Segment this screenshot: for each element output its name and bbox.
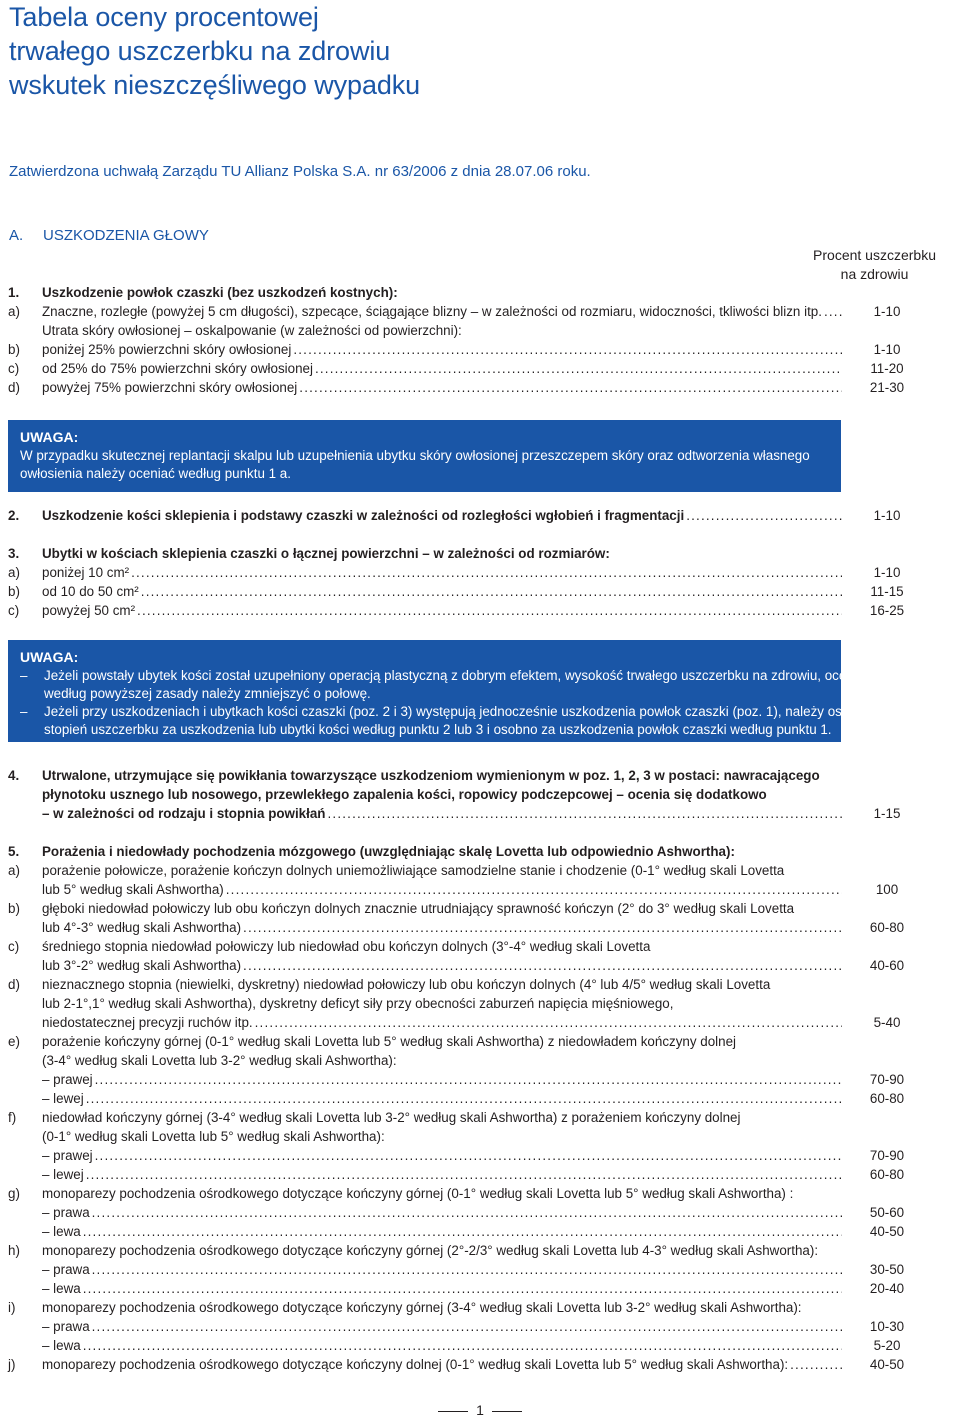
section-heading: [9, 227, 209, 244]
leader-dots: [92, 1203, 842, 1222]
row-label: 2.: [8, 508, 20, 523]
row-label: a): [8, 565, 20, 580]
row-label: g): [8, 1186, 20, 1201]
row-percent-value: 20-40: [869, 1281, 905, 1296]
table-row: [8, 1108, 922, 1127]
row-description: [42, 1127, 842, 1146]
note-line: – Jeżeli przy uszkodzeniach i ubytkach kości czaszki (poz. 2 i 3) występują jednocześnie uszkodzenia powłok czaszki (poz. 1), należy osobno oceniać: [20, 704, 922, 719]
note-box: [8, 420, 841, 492]
leader-dots: [226, 880, 842, 899]
leader-dots: [824, 302, 842, 321]
row-description: [42, 1032, 842, 1051]
row-percent-value: 5-20: [873, 1338, 901, 1353]
table-row: [8, 359, 922, 378]
table-row: [8, 283, 922, 302]
leader-dots: [141, 582, 842, 601]
row-description: [42, 1260, 842, 1279]
row-description: [42, 1108, 842, 1127]
row-description: [42, 918, 842, 937]
row-text: – lewa: [42, 1338, 81, 1353]
table-row: [8, 1089, 922, 1108]
table-row: [8, 582, 922, 601]
leader-dots: [137, 601, 842, 620]
row-label: d): [8, 977, 20, 992]
table-row: [8, 785, 922, 804]
note-line: owłosienia należy oceniać według punktu 1 a.: [20, 466, 291, 481]
row-percent-value: 40-50: [869, 1224, 905, 1239]
row-text: (3-4° według skali Lovetta lub 3-2° według skali Ashwortha):: [42, 1053, 397, 1068]
row-text: – lewa: [42, 1281, 81, 1296]
row-description: [42, 340, 842, 359]
row-description: [42, 1355, 842, 1374]
row-label: j): [8, 1357, 16, 1372]
row-description: [42, 766, 842, 785]
leader-dots: [315, 359, 842, 378]
row-text: Uszkodzenie kości sklepienia i podstawy czaszki w zależności od rozległości wgłobień i fragmentacji: [42, 508, 685, 523]
leader-dots: [686, 506, 842, 525]
table-row: [8, 1241, 922, 1260]
table-row: [8, 302, 922, 321]
row-description: [42, 1051, 842, 1070]
row-description: [42, 994, 842, 1013]
page-footer: [0, 1402, 960, 1418]
column-header-line: na zdrowiu: [840, 266, 909, 282]
row-description: [42, 899, 842, 918]
note-title: UWAGA:: [20, 429, 79, 445]
table-row: [8, 1070, 922, 1089]
table-row: [8, 1146, 922, 1165]
leader-dots: [327, 804, 842, 823]
row-label: b): [8, 901, 20, 916]
page-number: 1: [476, 1402, 484, 1418]
table-row: [8, 340, 922, 359]
note-line: według powyższej zasady należy zmniejszyć o połowę.: [44, 686, 371, 701]
row-description: [42, 842, 842, 861]
row-percent-value: 5-40: [873, 1015, 901, 1030]
footer-rule: [438, 1411, 468, 1412]
leader-dots: [92, 1317, 842, 1336]
row-description: [42, 1165, 842, 1184]
row-label: i): [8, 1300, 16, 1315]
title-line: trwałego uszczerbku na zdrowiu: [9, 36, 391, 66]
note-box: [8, 640, 922, 742]
leader-dots: [131, 563, 842, 582]
row-description: [42, 937, 842, 956]
table-row: [8, 842, 922, 861]
row-percent-value: 100: [875, 882, 899, 897]
table-row: [8, 601, 922, 620]
row-percent-value: 1-10: [873, 565, 901, 580]
table-row: [8, 321, 922, 340]
table-row: [8, 861, 922, 880]
row-percent-value: 11-15: [870, 584, 904, 599]
row-description: [42, 1279, 842, 1298]
row-text: powyżej 75% powierzchni skóry owłosionej: [42, 380, 298, 395]
table-row: [8, 975, 922, 994]
table-row: [8, 1298, 922, 1317]
row-text: powyżej 50 cm²: [42, 603, 136, 618]
table-row: [8, 1127, 922, 1146]
table-row: [8, 994, 922, 1013]
row-description: [42, 1298, 842, 1317]
row-text: niedowład kończyny górnej (3-4° według skali Lovetta lub 3-2° według skali Ashwortha) z porażeniem kończyny dolnej: [42, 1110, 741, 1125]
row-percent-value: 1-10: [873, 508, 901, 523]
table-row: [8, 880, 922, 899]
table-row: [8, 918, 922, 937]
section-letter: A.: [9, 227, 24, 244]
column-header-line: Procent uszczerbku: [813, 247, 936, 263]
row-text: – prawa: [42, 1262, 90, 1277]
row-text: porażenie połowicze, porażenie kończyn dolnych uniemożliwiające samodzielne stanie i chodzenie (0-1° według skali Lovetta: [42, 863, 785, 878]
leader-dots: [83, 1279, 842, 1298]
row-label: 4.: [8, 768, 20, 783]
table-row: [8, 1279, 922, 1298]
row-text: Utrwalone, utrzymujące się powikłania towarzyszące uszkodzeniom wymienionym w poz. 1, 2, 3 w postaci: nawracającego: [42, 768, 820, 783]
leader-dots: [95, 1146, 842, 1165]
row-description: [42, 785, 842, 804]
row-text: lub 5° według skali Ashwortha): [42, 882, 224, 897]
row-percent-value: 1-15: [873, 806, 901, 821]
row-label: a): [8, 863, 20, 878]
row-text: Uszkodzenie powłok czaszki (bez uszkodzeń kostnych):: [42, 285, 398, 300]
row-text: płynotoku usznego lub nosowego, przewlekłego zapalenia kości, ropowicy podczepcowej – ocenia się dodatkowo: [42, 787, 767, 802]
row-text: – w zależności od rodzaju i stopnia powikłań: [42, 806, 326, 821]
row-percent-value: 10-30: [869, 1319, 905, 1334]
row-percent-value: 40-50: [869, 1357, 905, 1372]
row-description: [42, 378, 842, 397]
row-description: [42, 956, 842, 975]
row-label: c): [8, 603, 20, 618]
row-description: [42, 1241, 842, 1260]
row-text: – lewej: [42, 1167, 84, 1182]
row-text: głęboki niedowład połowiczy lub obu kończyn dolnych znacznie utrudniający sprawność kończyn (2° do 3° według skali Lovetta: [42, 901, 795, 916]
leader-dots: [243, 918, 842, 937]
note-title: UWAGA:: [20, 649, 79, 665]
row-description: [42, 321, 842, 340]
row-percent-value: 50-60: [869, 1205, 905, 1220]
title-line: wskutek nieszczęśliwego wypadku: [9, 70, 421, 100]
row-text: – prawej: [42, 1148, 93, 1163]
leader-dots: [255, 1013, 842, 1032]
row-text: Ubytki w kościach sklepienia czaszki o łącznej powierzchni – w zależności od rozmiarów:: [42, 546, 610, 561]
row-text: monoparezy pochodzenia ośrodkowego dotyczące kończyny górnej (2°-2/3° według skali Lovetta lub 4-3° według skali Ashwortha):: [42, 1243, 819, 1258]
row-description: [42, 1222, 842, 1241]
row-description: [42, 861, 842, 880]
row-description: [42, 302, 842, 321]
row-text: – prawej: [42, 1072, 93, 1087]
row-percent-value: 60-80: [869, 1091, 905, 1106]
leader-dots: [243, 956, 842, 975]
table-row: [8, 1032, 922, 1051]
row-label: b): [8, 342, 20, 357]
row-label: e): [8, 1034, 20, 1049]
leader-dots: [299, 378, 842, 397]
table-row: [8, 1317, 922, 1336]
row-label: f): [8, 1110, 17, 1125]
note-line: stopień uszczerbku za uszkodzenia lub ubytki kości według punktu 2 lub 3 i osobno za uszkodzenia powłok czaszki według punktu 1.: [44, 722, 832, 737]
row-text: lub 4°-3° według skali Ashwortha): [42, 920, 242, 935]
row-description: [42, 506, 842, 525]
title-line: Tabela oceny procentowej: [9, 2, 319, 32]
row-text: Znaczne, rozległe (powyżej 5 cm długości), szpecące, ściągające blizny – w zależności od rozmiaru, widoczności, tkliwości blizn itp.: [42, 304, 822, 319]
row-text: (0-1° według skali Lovetta lub 5° według skali Ashwortha):: [42, 1129, 385, 1144]
table-row: [8, 1165, 922, 1184]
row-label: h): [8, 1243, 20, 1258]
row-description: [42, 975, 842, 994]
table-row: [8, 1336, 922, 1355]
row-description: [42, 582, 842, 601]
row-percent-value: 60-80: [869, 920, 905, 935]
row-text: niedostatecznej precyzji ruchów itp.: [42, 1015, 253, 1030]
row-description: [42, 880, 842, 899]
row-description: [42, 563, 842, 582]
row-text: poniżej 25% powierzchni skóry owłosionej: [42, 342, 292, 357]
table-row: [8, 766, 922, 785]
row-text: – lewa: [42, 1224, 81, 1239]
leader-dots: [83, 1336, 842, 1355]
table-row: [8, 956, 922, 975]
row-label: b): [8, 584, 20, 599]
leader-dots: [293, 340, 842, 359]
row-percent-value: 11-20: [870, 361, 904, 376]
row-label: 1.: [8, 285, 20, 300]
table-row: [8, 937, 922, 956]
table-row: [8, 1184, 922, 1203]
row-text: monoparezy pochodzenia ośrodkowego dotyczące kończyny dolnej (0-1° według skali Lovetta lub 5° według skali Ashwortha):: [42, 1357, 789, 1372]
row-text: – lewej: [42, 1091, 84, 1106]
row-percent-value: 16-25: [869, 603, 905, 618]
row-text: monoparezy pochodzenia ośrodkowego dotyczące kończyny górnej (3-4° według skali Lovetta lub 3-2° według skali Ashwortha):: [42, 1300, 802, 1315]
row-description: [42, 1070, 842, 1089]
leader-dots: [92, 1260, 842, 1279]
table-row: [8, 1260, 922, 1279]
row-description: [42, 1013, 842, 1032]
row-label: 3.: [8, 546, 20, 561]
row-percent-value: 60-80: [869, 1167, 905, 1182]
row-text: nieznacznego stopnia (niewielki, dyskretny) niedowład połowiczy lub obu kończyn dolnych (4° lub 4/5° według skali Lovetta: [42, 977, 771, 992]
table-row: [8, 1051, 922, 1070]
row-text: poniżej 10 cm²: [42, 565, 130, 580]
table-row: [8, 506, 922, 525]
row-description: [42, 283, 842, 302]
row-text: od 25% do 75% powierzchni skóry owłosionej: [42, 361, 313, 376]
row-text: porażenie kończyny górnej (0-1° według skali Lovetta lub 5° według skali Ashwortha) z niedowładem kończyny dolnej: [42, 1034, 737, 1049]
row-description: [42, 804, 842, 823]
row-description: [42, 1146, 842, 1165]
row-percent-value: 70-90: [869, 1148, 905, 1163]
column-header: [813, 246, 936, 284]
row-percent-value: 21-30: [869, 380, 905, 395]
leader-dots: [83, 1222, 842, 1241]
table-row: [8, 563, 922, 582]
row-percent-value: 40-60: [869, 958, 905, 973]
dash-marker: –: [20, 668, 28, 683]
row-text: Porażenia i niedowłady pochodzenia mózgowego (uwzględniając skalę Lovetta lub odpowiednio Ashwortha):: [42, 844, 735, 859]
dash-marker: –: [20, 704, 28, 719]
row-label: 5.: [8, 844, 20, 859]
approval-note: Zatwierdzona uchwałą Zarządu TU Allianz Polska S.A. nr 63/2006 z dnia 28.07.06 roku.: [9, 163, 591, 180]
row-text: lub 2-1°,1° według skali Ashwortha), dyskretny deficyt siły przy obecności zaburzeń napięcia mięśniowego,: [42, 996, 674, 1011]
row-text: – prawa: [42, 1205, 90, 1220]
row-label: d): [8, 380, 20, 395]
table-row: [8, 544, 922, 563]
leader-dots: [86, 1165, 842, 1184]
row-description: [42, 1317, 842, 1336]
row-percent-value: 1-10: [873, 342, 901, 357]
table-row: [8, 1222, 922, 1241]
row-description: [42, 1184, 842, 1203]
row-text: lub 3°-2° według skali Ashwortha): [42, 958, 242, 973]
row-description: [42, 601, 842, 620]
row-description: [42, 359, 842, 378]
note-line: – Jeżeli powstały ubytek kości został uzupełniony operacją plastyczną z dobrym efektem, wysokość trwałego uszczerbku na zdrowiu, ocenioną: [20, 668, 880, 683]
row-description: [42, 1203, 842, 1222]
row-percent-value: 30-50: [869, 1262, 905, 1277]
row-percent-value: 1-10: [873, 304, 901, 319]
note-line: W przypadku skutecznej replantacji skalpu lub uzupełnienia ubytku skóry owłosionej przeszczepem skóry oraz odtworzenia własnego: [20, 448, 810, 463]
row-text: Utrata skóry owłosionej – oskalpowanie (w zależności od powierzchni):: [42, 323, 462, 338]
row-text: – prawa: [42, 1319, 90, 1334]
row-text: od 10 do 50 cm²: [42, 584, 139, 599]
leader-dots: [790, 1355, 842, 1374]
row-percent-value: 70-90: [869, 1072, 905, 1087]
row-label: a): [8, 304, 20, 319]
section-title: USZKODZENIA GŁOWY: [43, 227, 209, 244]
footer-rule: [492, 1411, 522, 1412]
table-row: [8, 899, 922, 918]
row-description: [42, 544, 842, 563]
table-row: [8, 1013, 922, 1032]
table-row: [8, 1203, 922, 1222]
row-label: c): [8, 939, 20, 954]
leader-dots: [95, 1070, 842, 1089]
row-description: [42, 1089, 842, 1108]
table-row: [8, 378, 922, 397]
row-text: monoparezy pochodzenia ośrodkowego dotyczące kończyny górnej (0-1° według skali Lovetta lub 5° według skali Ashwortha) :: [42, 1186, 794, 1201]
row-label: c): [8, 361, 20, 376]
document-title: [9, 0, 709, 102]
leader-dots: [86, 1089, 842, 1108]
row-description: [42, 1336, 842, 1355]
table-row: [8, 804, 922, 823]
row-text: średniego stopnia niedowład połowiczy lub niedowład obu kończyn dolnych (3°-4° według skali Lovetta: [42, 939, 651, 954]
table-row: [8, 1355, 922, 1374]
